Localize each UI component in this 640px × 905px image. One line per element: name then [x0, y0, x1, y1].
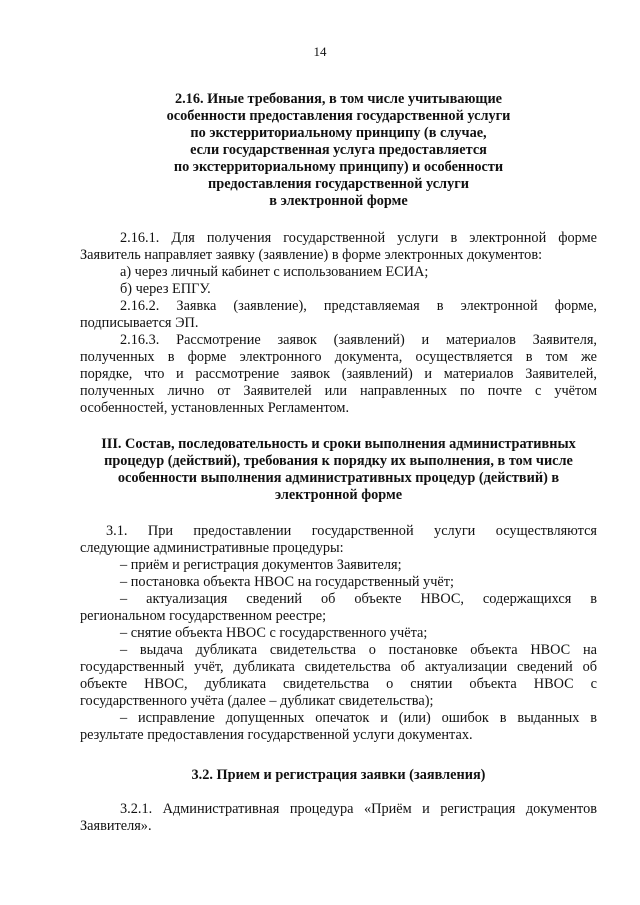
heading-line: 2.16. Иные требования, в том числе учитывающие [174, 91, 503, 107]
list-item: – приём и регистрация документов Заявителя; [120, 557, 402, 573]
list-item-continuation: региональном государственном реестре; [80, 608, 327, 624]
paragraph-line: порядке, что и рассмотрение заявок (заявлений) и материалов Заявителей, [80, 366, 597, 382]
heading-line: в электронной форме [269, 193, 408, 209]
heading-line: процедур (действий), требования к порядку их выполнения, в том числе [104, 453, 573, 469]
heading-line: III. Состав, последовательность и сроки выполнения административных [101, 436, 576, 452]
list-item: – снятие объекта НВОС с государственного учёта; [120, 625, 428, 641]
paragraph-line: 2.16.1. Для получения государственной услуги в электронной форме [120, 230, 597, 246]
list-item-continuation: результате предоставления государственной услуги документах. [80, 727, 473, 743]
heading-line: предоставления государственной услуги [208, 176, 469, 192]
list-item-continuation: государственный учёт, дубликата свидетельства об актуализации сведений об [80, 659, 597, 675]
paragraph-line: подписывается ЭП. [80, 315, 199, 331]
paragraph-line: 2.16.2. Заявка (заявление), представляемая в электронной форме, [120, 298, 597, 314]
paragraph-line: следующие административные процедуры: [80, 540, 344, 556]
list-item: – актуализация сведений об объекте НВОС, содержащихся в [120, 591, 597, 607]
heading-line: по экстерриториальному принципу) и особенности [173, 159, 504, 175]
list-item-a: а) через личный кабинет с использованием ЕСИА; [120, 264, 429, 280]
list-item-continuation: государственного учёта (далее – дубликат свидетельства); [80, 693, 434, 709]
section-3-2-heading [80, 767, 597, 784]
heading-line: если государственная услуга предоставляется [190, 142, 487, 158]
heading-line: по экстерриториальному принципу (в случае, [190, 125, 487, 141]
list-item: – постановка объекта НВОС на государственный учёт; [120, 574, 454, 590]
paragraph-line: 2.16.3. Рассмотрение заявок (заявлений) и материалов Заявителя, [120, 332, 597, 348]
paragraph-line: полученных лично от Заявителей или направленных по почте с учётом [80, 383, 597, 399]
heading-line: 3.2. Прием и регистрация заявки (заявления) [191, 767, 486, 783]
paragraph-line: 3.1. При предоставлении государственной услуги осуществляются [106, 523, 597, 539]
section-3-2-1-body [80, 801, 597, 835]
list-item: – исправление допущенных опечаток и (или) ошибок в выданных в [120, 710, 597, 726]
paragraph-line: полученных в форме электронного документа, осуществляется в том же [80, 349, 597, 365]
paragraph-line: Заявителя». [80, 818, 152, 834]
heading-line: особенности выполнения административных процедур (действий) в [117, 470, 560, 486]
section-3-1-body [80, 523, 597, 744]
heading-line: электронной форме [274, 487, 403, 503]
list-item-continuation: объекте НВОС, дубликата свидетельства о снятии объекта НВОС с [80, 676, 597, 692]
page-number: 14 [313, 44, 327, 59]
list-item-b: б) через ЕПГУ. [120, 281, 211, 297]
list-item: – выдача дубликата свидетельства о постановке объекта НВОС на [120, 642, 597, 658]
heading-line: особенности предоставления государственной услуги [166, 108, 511, 124]
paragraph-line: Заявитель направляет заявку (заявление) в форме электронных документов: [80, 247, 543, 263]
section-2-16-heading [80, 91, 597, 210]
section-iii-heading [80, 436, 597, 504]
paragraph-line: особенностей, установленных Регламентом. [80, 400, 350, 416]
paragraph-line: 3.2.1. Административная процедура «Приём и регистрация документов [120, 801, 597, 817]
section-2-16-body [80, 230, 597, 417]
